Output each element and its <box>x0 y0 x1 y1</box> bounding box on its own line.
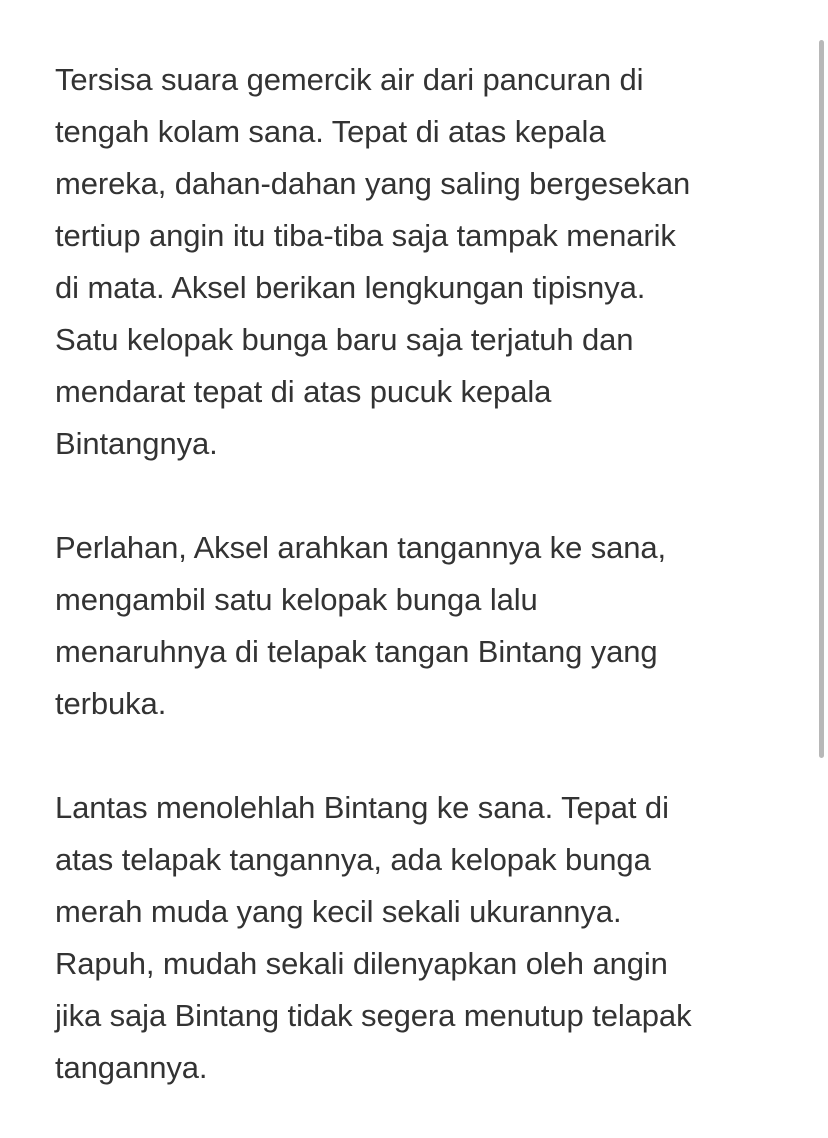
paragraph-2 <box>55 522 795 730</box>
text-line: mendarat tepat di atas pucuk kepala <box>55 374 552 409</box>
text-line: mereka, dahan-dahan yang saling bergesekan <box>55 166 691 201</box>
paragraph-spacer <box>55 730 795 782</box>
text-line: merah muda yang kecil sekali ukurannya. <box>55 894 622 929</box>
text-line: mengambil satu kelopak bunga lalu <box>55 582 538 617</box>
text-line: menaruhnya di telapak tangan Bintang yang <box>55 634 658 669</box>
paragraph-3 <box>55 782 795 1094</box>
text-line: jika saja Bintang tidak segera menutup telapak <box>55 998 692 1033</box>
text-line: Lantas menolehlah Bintang ke sana. Tepat di <box>55 790 669 825</box>
text-line: Tersisa suara gemercik air dari pancuran di <box>55 62 644 97</box>
paragraph-1 <box>55 54 795 470</box>
article-text <box>55 54 795 1094</box>
text-line: tertiup angin itu tiba-tiba saja tampak menarik <box>55 218 676 253</box>
text-line: terbuka. <box>55 686 167 721</box>
paragraph-spacer <box>55 470 795 522</box>
scrollbar-thumb[interactable] <box>819 40 824 758</box>
text-line: tangannya. <box>55 1050 208 1085</box>
text-line: Perlahan, Aksel arahkan tangannya ke sana, <box>55 530 667 565</box>
text-line: di mata. Aksel berikan lengkungan tipisnya. <box>55 270 646 305</box>
text-line: Satu kelopak bunga baru saja terjatuh dan <box>55 322 634 357</box>
text-line: tengah kolam sana. Tepat di atas kepala <box>55 114 606 149</box>
text-line: Rapuh, mudah sekali dilenyapkan oleh angin <box>55 946 668 981</box>
text-line: Bintangnya. <box>55 426 218 461</box>
text-line: atas telapak tangannya, ada kelopak bunga <box>55 842 651 877</box>
